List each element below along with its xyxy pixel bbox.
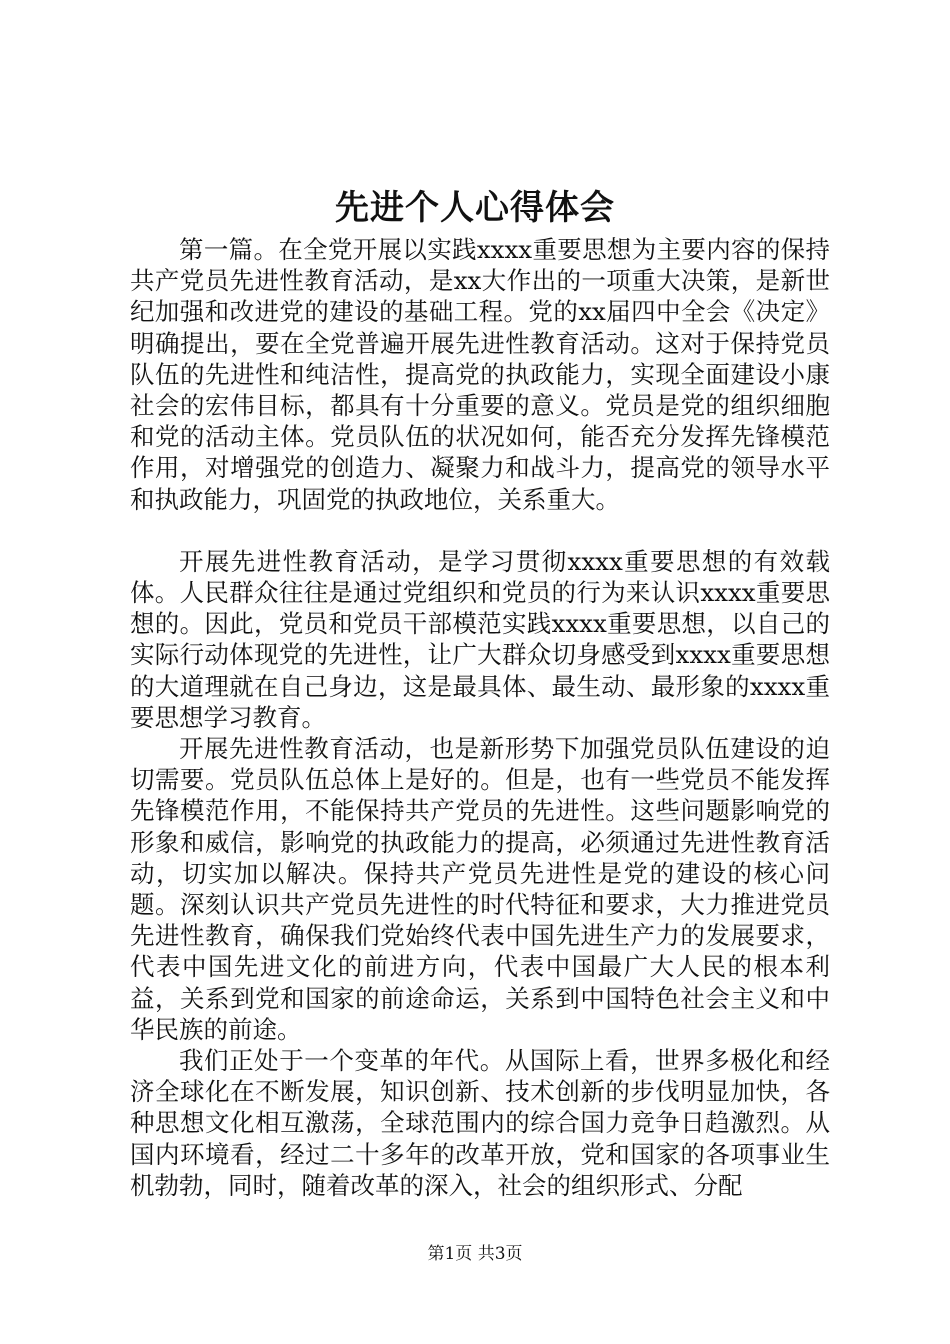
page-number-footer: 第1页 共3页 xyxy=(427,1244,523,1264)
document-body xyxy=(130,234,830,1201)
paragraph-4: 我们正处于一个变革的年代。从国际上看，世界多极化和经济全球化在不断发展，知识创新、技术创新的步伐明显加快，各种思想文化相互激荡，全球范围内的综合国力竞争日趋激烈。从国内环境看，经过二十多年的改革开放，党和国家的各项事业生机勃勃，同时，随着改革的深入，社会的组织形式、分配 xyxy=(130,1046,830,1200)
paragraph-1: 第一篇。在全党开展以实践xxxx重要思想为主要内容的保持共产党员先进性教育活动，是xx大作出的一项重大决策，是新世纪加强和改进党的建设的基础工程。党的xx届四中全会《决定》明确提出，要在全党普遍开展先进性教育活动。这对于保持党员队伍的先进性和纯洁性，提高党的执政能力，实现全面建设小康社会的宏伟目标，都具有十分重要的意义。党员是党的组织细胞和党的活动主体。党员队伍的状况如何，能否充分发挥先锋模范作用，对增强党的创造力、凝聚力和战斗力，提高党的领导水平和执政能力，巩固党的执政地位，关系重大。 xyxy=(130,235,830,514)
document-title: 先进个人心得体会 xyxy=(335,188,615,228)
paragraph-3: 开展先进性教育活动，也是新形势下加强党员队伍建设的迫切需要。党员队伍总体上是好的。但是，也有一些党员不能发挥先锋模范作用，不能保持共产党员的先进性。这些问题影响党的形象和威信，影响党的执政能力的提高，必须通过先进性教育活动，切实加以解决。保持共产党员先进性是党的建设的核心问题。深刻认识共产党员先进性的时代特征和要求，大力推进党员先进性教育，确保我们党始终代表中国先进生产力的发展要求，代表中国先进文化的前进方向，代表中国最广大人民的根本利益，关系到党和国家的前途命运，关系到中国特色社会主义和中华民族的前途。 xyxy=(130,734,830,1044)
paragraph-2: 开展先进性教育活动，是学习贯彻xxxx重要思想的有效载体。人民群众往往是通过党组织和党员的行为来认识xxxx重要思想的。因此，党员和党员干部模范实践xxxx重要思想，以自己的实际行动体现党的先进性，让广大群众切身感受到xxxx重要思想的大道理就在自己身边，这是最具体、最生动、最形象的xxxx重要思想学习教育。 xyxy=(130,546,830,732)
